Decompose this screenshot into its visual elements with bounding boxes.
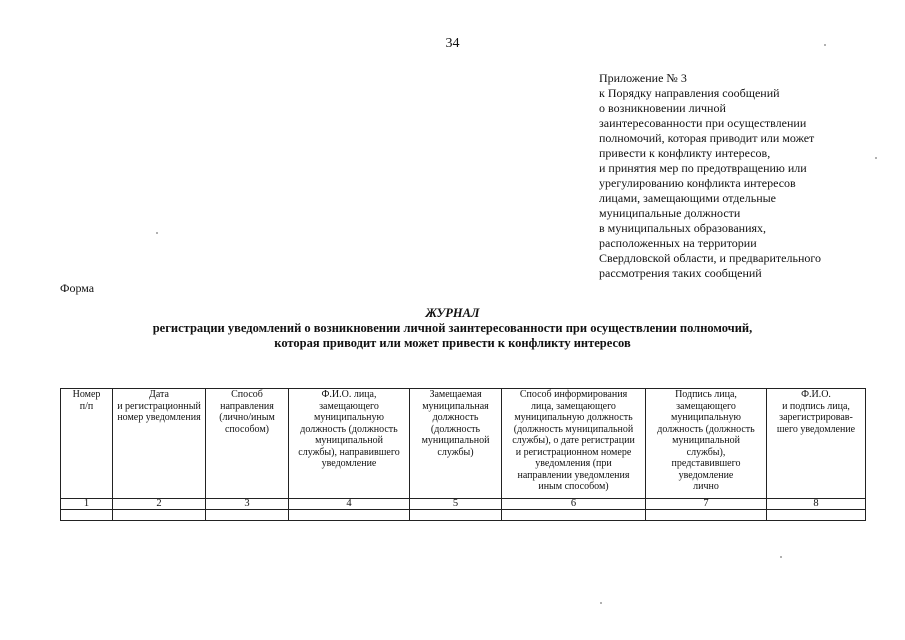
header-row [61,389,866,499]
column-header-line: лично [693,481,719,492]
column-header-line: представившего [671,458,741,469]
appendix-note [599,71,849,281]
register-table [60,388,866,521]
column-header [410,389,502,499]
appendix-line: к Порядку направления сообщений [599,86,780,100]
column-header-line: муниципальную [671,412,741,423]
column-header-line: Подпись лица, [675,389,737,400]
column-header-line: службы) [437,446,474,458]
scan-speck [875,157,877,159]
journal-subtitle-line: которая приводит или может привести к конфликту интересов [274,336,631,350]
column-header-line: лица, замещающего [531,400,616,412]
empty-cell[interactable] [410,510,502,521]
appendix-line: муниципальные должности [599,206,741,220]
appendix-line: полномочий, которая приводит или может [599,131,815,145]
empty-cell[interactable] [502,510,646,521]
column-header-line: п/п [79,400,94,412]
appendix-line: лицами, замещающими отдельные [599,191,776,205]
column-header-line: муниципальная [422,400,489,412]
appendix-line: Приложение № 3 [599,71,687,85]
column-number: 1 [61,499,113,510]
empty-cell[interactable] [206,510,289,521]
column-header-line: муниципальной [421,435,490,446]
column-header-line: (должность [430,423,481,435]
column-header-line: замещающего [676,400,736,412]
column-header-line: Замещаемая [429,389,482,400]
column-header [113,389,206,499]
column-header-line: уведомления (при [535,458,612,469]
column-header-line: направлении уведомления [517,469,630,481]
column-header [206,389,289,499]
appendix-line: рассмотрения таких сообщений [599,266,762,280]
column-header-line: и регистрационный [117,400,201,412]
empty-cell[interactable] [767,510,866,521]
column-number: 5 [410,499,502,510]
column-header-line: муниципальной [672,435,740,446]
column-number-row [61,499,866,510]
journal-title: ЖУРНАЛ [425,306,480,320]
column-number: 6 [502,499,646,510]
empty-cell[interactable] [646,510,767,521]
column-header-line: замещающего [319,400,379,412]
appendix-line: заинтересованности при осуществлении [599,116,807,130]
empty-entry-row [61,510,866,521]
column-header-line: службы), о дате регистрации [512,435,635,446]
column-number: 2 [113,499,206,510]
column-header-line: иным способом) [538,481,609,492]
column-header-line: номер уведомления [117,412,201,423]
column-header-line: шего уведомление [776,423,856,435]
column-header-line: муниципальной [315,435,383,446]
column-header-line: (должность муниципальной [513,423,634,435]
column-header-line: муниципальную [314,412,384,423]
appendix-line: расположенных на территории [599,236,757,250]
column-header [646,389,767,499]
appendix-line: урегулированию конфликта интересов [599,176,796,190]
column-header-line: службы), [686,446,726,458]
appendix-line: Свердловской области, и предварительного [599,251,821,265]
empty-cell[interactable] [61,510,113,521]
column-number: 8 [767,499,866,510]
scan-speck [156,232,158,234]
column-number: 7 [646,499,767,510]
column-header-line: Способ информирования [519,389,628,400]
column-header [289,389,410,499]
form-label: Форма [60,281,95,295]
column-header-line: службы), направившего [298,446,400,458]
appendix-line: привести к конфликту интересов, [599,146,771,160]
column-header-line: и подпись лица, [782,400,850,412]
column-header-line: уведомление [321,458,377,469]
column-header-line: направления [220,400,274,412]
appendix-line: в муниципальных образованиях, [599,221,767,235]
column-header [61,389,113,499]
column-header-line: способом) [224,423,270,435]
column-header-line: уведомление [678,469,734,481]
column-header-line: (лично/иным [219,412,275,423]
column-number: 4 [289,499,410,510]
empty-cell[interactable] [289,510,410,521]
journal-subtitle-line: регистрации уведомлений о возникновении личной заинтересованности при осуществлении полномочий, [152,321,753,335]
appendix-line: и принятия мер по предотвращению или [599,161,807,175]
column-header-line: Ф.И.О. [801,389,831,400]
scan-speck [600,602,602,604]
column-header-line: должность [432,412,479,423]
column-header-line: Способ [231,389,263,400]
column-header-line: должность (должность [300,423,398,435]
column-header-line: должность (должность [657,423,755,435]
column-header-line: Ф.И.О. лица, [321,389,377,400]
page-number: 34 [445,36,460,51]
column-header-line: Дата [149,389,169,400]
empty-cell[interactable] [113,510,206,521]
journal-heading [0,306,905,351]
scan-speck [824,44,826,46]
scan-speck [780,556,782,558]
column-header [502,389,646,499]
column-header-line: муниципальную должность [514,412,633,423]
column-header-line: зарегистрировав- [779,412,853,423]
column-header [767,389,866,499]
column-number: 3 [206,499,289,510]
column-header-line: Номер [72,389,101,400]
column-header-line: и регистрационном номере [515,446,632,458]
appendix-line: о возникновении личной [599,101,726,115]
